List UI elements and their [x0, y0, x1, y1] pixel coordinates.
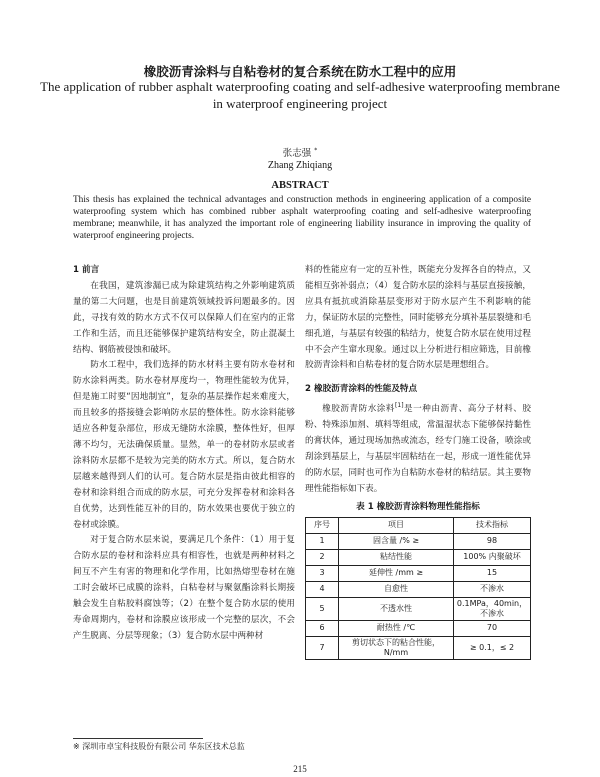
table-row: [306, 533, 531, 549]
body-paragraph: 对于复合防水层来说，要满足几个条件：（1）用于复合防水层的卷材和涂料应具有相容性，也就是两种材料之间互不产生有害的物理和化学作用，比如热熔型卷材在施工时会破坏已成膜的涂料，白粘卷材与聚氨酯涂料长期接触会发生自粘胶料腐蚀等；（2）在整个复合防水层的使用寿命周期内，卷材和涂膜应该形成一个完整的层次，不会产生脱离、分层等现象；（3）复合防水层中两种材: [73, 535, 295, 641]
body-paragraph: [305, 398, 531, 497]
footnote-divider: [73, 738, 203, 739]
table-header-row: [306, 517, 531, 533]
table-cell: ≥ 0.1，≤ 2: [454, 636, 531, 659]
table-row: [306, 565, 531, 581]
left-column: [73, 263, 295, 645]
right-column: [305, 263, 531, 660]
table-row: [306, 636, 531, 659]
table-row: [306, 581, 531, 597]
abstract-heading: ABSTRACT: [271, 180, 329, 191]
table-cell: 6: [306, 620, 339, 636]
table-cell: 2: [306, 549, 339, 565]
author-footnote-mark: *: [314, 146, 318, 154]
body-paragraph: 在我国，建筑渗漏已成为除建筑结构之外影响建筑质量的第二大问题，也是目前建筑领域投诉问题最多的。因此，寻找有效的防水方式不仅可以保障人们在室内的正常工作和生活，而且还能够保护建筑结构安全，防止混凝土结构、钢筋被侵蚀和破坏。: [73, 280, 295, 355]
table-cell: 4: [306, 581, 339, 597]
table-row: [306, 549, 531, 565]
author-name-text: 张志强: [282, 148, 312, 159]
table-row: [306, 597, 531, 620]
table-cell: 3: [306, 565, 339, 581]
paragraph-lead: 橡胶沥青防水涂料: [322, 404, 396, 415]
paper-title-chinese: 橡胶沥青涂料与自粘卷材的复合系统在防水工程中的应用: [143, 64, 457, 79]
table-cell: 15: [454, 565, 531, 581]
page-number: 215: [293, 764, 307, 774]
table-cell: 100% 内聚破坏: [454, 549, 531, 565]
author-name-english: Zhang Zhiqiang: [267, 160, 333, 171]
paper-title-english: The application of rubber asphalt waterproofing coating and self-adhesive waterproofing membrane in waterproof engineering project: [40, 79, 560, 111]
table-cell: 固含量 /% ≥: [339, 533, 454, 549]
body-paragraph-continued: 料的性能应有一定的互补性，既能充分发挥各自的特点，又能相互弥补弱点；（4）复合防水层的涂料与基层直接接触，应具有抵抗或消除基层变形对于防水层产生不利影响的能力，保证防水层的完整性，同时能够充分填补基层裂缝和毛细孔道，与基层有较强的粘结力，使复合防水层在使用过程中不会产生窜水现象。通过以上分析进行相应筛选，目前橡胶沥青涂料和自粘卷材的复合防水层是理想组合。: [305, 265, 531, 371]
table-cell: 剪切状态下的粘合性能，N/mm: [339, 636, 454, 659]
table-cell: 70: [454, 620, 531, 636]
paragraph-rest: 是一种由沥青、高分子材料、胶粉、特殊添加剂、填料等组成，常温湿状态下能够保持黏性的膏状体，通过现场加热或流态，经专门施工设备，喷涂或刮涂到基层上，与基层牢固粘结在一起，形成一道性能优异的防水层，同时也可作为自粘防水卷材的粘结层。其主要物理性能指标如下表。: [305, 404, 531, 494]
table-cell: 0.1MPa，40min，不渗水: [454, 597, 531, 620]
table-cell: 7: [306, 636, 339, 659]
author-name-chinese: [0, 145, 600, 159]
abstract-text: This thesis has explained the technical advantages and construction methods in engineering application of a composite waterproofing system which has combined rubber asphalt waterproofing coating and self-adhesive waterproofing membrane; meanwhile, it has analyzed the important role of engineering liability insurance in improving the quality of waterproof engineering projects.: [73, 195, 531, 241]
table-header-cell: 序号: [306, 517, 339, 533]
table-cell: 延伸性 /mm ≥: [339, 565, 454, 581]
section-heading-introduction: 1 前言: [73, 265, 100, 275]
table-header-cell: 项目: [339, 517, 454, 533]
table-caption: 表 1 橡胶沥青涂料物理性能指标: [356, 501, 480, 512]
author-affiliation-footnote: ※ 深圳市卓宝科技股份有限公司 华东区技术总监: [73, 742, 245, 751]
table-cell: 5: [306, 597, 339, 620]
table-cell: 98: [454, 533, 531, 549]
section-heading-properties: 2 橡胶沥青涂料的性能及特点: [305, 384, 418, 395]
table-cell: 不透水性: [339, 597, 454, 620]
properties-table: [305, 517, 531, 660]
table-cell: 1: [306, 533, 339, 549]
body-paragraph: 防水工程中，我们选择的防水材料主要有防水卷材和防水涂料两类。防水卷材厚度均一，物理性能较为优异，但是施工时要“因地制宜”，复杂的基层操作起来难度大，而且较多的搭接缝会影响防水层的整体性。防水涂料能够适应各种复杂部位，形成无缝防水涂膜，整体性好，但厚薄不均匀，无法确保质量。显然，单一的卷材防水层或者涂料防水层都不是较为完美的防水方式。所以，复合防水层越来越得到人们的认可。复合防水层是指由彼此相容的卷材和涂料组合而成的防水层，可充分发挥卷材和涂料各自优势，达到性能互补的目的，防水效果也要优于独立的卷材或涂膜。: [73, 360, 295, 530]
table-header-cell: 技术指标: [454, 517, 531, 533]
table-cell: 自愈性: [339, 581, 454, 597]
citation-reference: [1]: [395, 402, 404, 410]
table-cell: 粘结性能: [339, 549, 454, 565]
table-cell: 耐热性 /℃: [339, 620, 454, 636]
table-row: [306, 620, 531, 636]
table-cell: 不渗水: [454, 581, 531, 597]
